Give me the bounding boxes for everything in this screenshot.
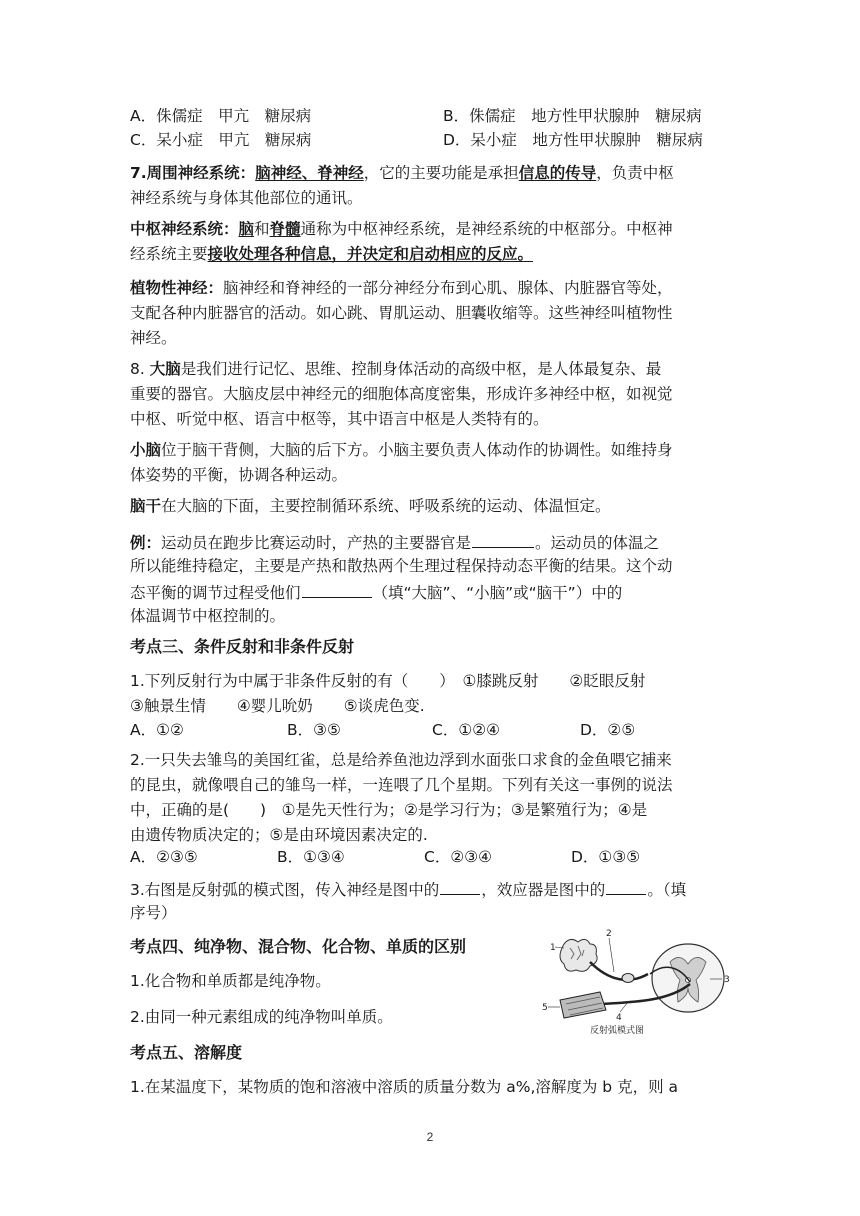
item-7-line-2: 神经系统与身体其他部位的通讯。: [130, 189, 363, 207]
item-7-term-2: 信息的传导: [518, 164, 597, 182]
ganglion: [622, 974, 634, 983]
label-4: 4: [616, 1013, 622, 1023]
answer-blank-effector[interactable]: [606, 876, 646, 895]
cns-and: 和: [254, 220, 270, 238]
question-1-line-2: ③触景生情 ④婴儿吮奶 ⑤谈虎色变.: [130, 697, 425, 715]
autonomic-nerve-paragraph: [130, 276, 730, 351]
answer-blank-2[interactable]: [302, 579, 372, 598]
cerebellum-text-1: 位于脑干背侧，大脑的后下方。小脑主要负责人体动作的协调性。如维持身: [161, 441, 673, 459]
section-3-title: 考点三、条件反射和非条件反射: [130, 637, 355, 656]
cerebellum-term: 小脑: [130, 441, 162, 459]
example-line-2: 所以能维持稳定，主要是产热和散热两个生理过程保持动态平衡的结果。这个动: [130, 557, 673, 575]
cns-brain: 脑: [238, 220, 255, 238]
label-2: 2: [606, 929, 612, 939]
label-1: 1: [550, 943, 556, 953]
cerebellum-paragraph: [130, 438, 730, 488]
answer-blank-1[interactable]: [472, 529, 534, 548]
item-7-term: 脑神经、脊神经: [255, 164, 364, 182]
ans-line-3: 神经。: [130, 329, 177, 347]
cns-line-2a: 经系统主要: [130, 245, 208, 263]
section-4-point-2: 2.由同一种元素组成的纯净物叫单质。: [130, 1008, 393, 1026]
ans-label: 植物性神经：: [130, 279, 224, 297]
answer-blank-afferent[interactable]: [440, 876, 480, 895]
item-8-cerebrum-paragraph: [130, 357, 730, 432]
example-label: 例：: [130, 534, 162, 552]
label-5: 5: [542, 1003, 548, 1013]
q2-option-d: D．①③⑤: [571, 848, 641, 866]
option-a: A．侏儒症 甲亢 糖尿病: [130, 107, 312, 125]
label-3: 3: [724, 975, 730, 985]
question-1: [130, 669, 730, 719]
cns-spinal-cord: 脊髓: [269, 220, 301, 238]
item-8-line-2: 重要的器官。大脑皮层中神经元的细胞体高度密集，形成许多神经中枢，如视觉: [130, 385, 673, 403]
question-3: [130, 876, 730, 926]
question-3-text-1: 3.右图是反射弧的模式图，传入神经是图中的: [130, 881, 440, 899]
afferent-nerve: [590, 962, 648, 980]
reflex-arc-figure: [540, 922, 730, 1037]
example-line-3a: 态平衡的调节过程受他们: [130, 584, 301, 602]
section-4-title: 考点四、纯净物、混合物、化合物、单质的区别: [130, 937, 467, 956]
q2-option-a: A．②③⑤: [130, 848, 198, 866]
example-line-3b: （填“大脑”、“小脑”或“脑干”）中的: [372, 584, 623, 602]
question-1-line-1: 1.下列反射行为中属于非条件反射的有（ ） ①膝跳反射 ②眨眼反射: [130, 672, 646, 690]
example-line-4: 体温调节中枢控制的。: [130, 607, 286, 625]
effector-muscle: [560, 992, 606, 1018]
question-2-line-2: 的昆虫，就像喂自己的雏鸟一样，一连喂了几个星期。下列有关这一事例的说法: [130, 776, 673, 794]
page-number: 2: [426, 1130, 434, 1144]
item-7-label: 7.周围神经系统：: [130, 164, 256, 182]
section-4-point-1: 1.化合物和单质都是纯净物。: [130, 972, 331, 990]
question-2: [130, 748, 730, 848]
ans-line-2: 支配各种内脏器官的活动。如心跳、胃肌运动、胆囊收缩等。这些神经叫植物性: [130, 304, 673, 322]
question-3-text-3: 。（填: [647, 881, 687, 899]
item-7-peripheral-nervous-system: [130, 161, 730, 211]
option-d: D．呆小症 地方性甲状腺肿 糖尿病: [443, 131, 703, 149]
item-8-line-3: 中枢、听觉中枢、语言中枢等，其中语言中枢是人类特有的。: [130, 410, 549, 428]
item-8-text-1: 是我们进行记忆、思维、控制身体活动的高级中枢，是人体最复杂、最: [180, 360, 662, 378]
cerebellum-line-2: 体姿势的平衡，协调各种运动。: [130, 466, 348, 484]
q2-option-c: C．②③④: [424, 848, 493, 866]
item-7-text-1: ，它的主要功能是承担: [363, 164, 519, 182]
option-c: C．呆小症 甲亢 糖尿病: [130, 131, 312, 149]
section-5-title: 考点五、溶解度: [130, 1043, 243, 1062]
receptor-shape: [560, 939, 597, 971]
q1-option-b: B．③⑤: [287, 721, 341, 739]
q2-option-b: B．①③④: [277, 848, 345, 866]
cns-label: 中枢神经系统：: [130, 220, 239, 238]
example-paragraph: [130, 529, 730, 629]
q1-option-c: C．①②④: [432, 721, 501, 739]
central-nervous-system-paragraph: [130, 217, 730, 267]
option-b: B．侏儒症 地方性甲状腺肿 糖尿病: [443, 107, 702, 125]
question-3-line-2: 序号）: [130, 904, 177, 922]
q1-option-d: D．②⑤: [580, 721, 636, 739]
question-2-line-1: 2.一只失去雏鸟的美国红雀，总是给养鱼池边浮到水面张口求食的金鱼喂它捕来: [130, 751, 672, 769]
question-3-text-2: ，效应器是图中的: [481, 881, 606, 899]
brainstem-term: 脑干: [130, 497, 162, 515]
reflex-arc-diagram: [540, 922, 730, 1037]
item-8-term: 大脑: [149, 360, 181, 378]
figure-caption: 反射弧模式图: [590, 1026, 645, 1036]
question-2-line-4: 由遗传物质决定的；⑤是由环境因素决定的.: [130, 826, 428, 844]
cns-line-2b: 接收处理各种信息，并决定和启动相应的反应。: [207, 245, 534, 263]
example-text-1: 运动员在跑步比赛运动时，产热的主要器官是: [161, 534, 472, 552]
item-7-text-2: ，负责中枢: [596, 164, 674, 182]
brainstem-paragraph: [130, 494, 730, 519]
q1-option-a: A．①②: [130, 721, 184, 739]
example-text-2: 。运动员的体温之: [535, 534, 660, 552]
item-8-number: 8.: [130, 360, 150, 378]
cns-text: 通称为中枢神经系统，是神经系统的中枢部分。中枢神: [300, 220, 673, 238]
question-2-line-3: 中，正确的是( ) ①是先天性行为；②是学习行为；③是繁殖行为；④是: [130, 801, 648, 819]
brainstem-text: 在大脑的下面，主要控制循环系统、呼吸系统的运动、体温恒定。: [161, 497, 611, 515]
ans-text-1: 脑神经和脊神经的一部分神经分布到心肌、腺体、内脏器官等处，: [223, 279, 673, 297]
section-5-point-1: 1.在某温度下，某物质的饱和溶液中溶质的质量分数为 a%,溶解度为 b 克，则 a: [130, 1078, 678, 1096]
